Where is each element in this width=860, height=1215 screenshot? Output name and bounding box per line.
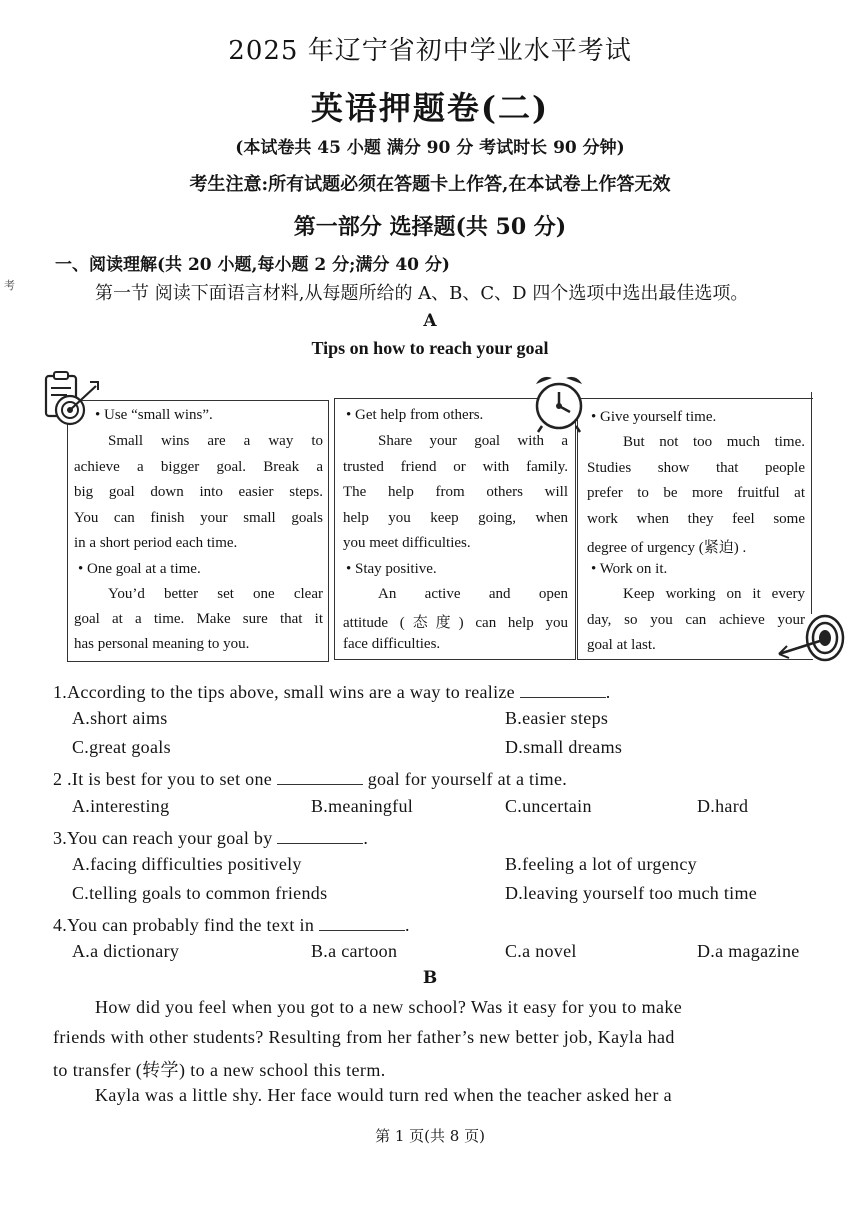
answer-blank: [520, 679, 606, 698]
box2-line: • Get help from others.: [346, 407, 484, 423]
option: D.leaving yourself too much time: [505, 883, 758, 903]
answer-blank: [319, 912, 405, 931]
box2-line: An active and open: [378, 586, 568, 602]
option: C.a novel: [505, 941, 577, 961]
section-instruction: 第一节 阅读下面语言材料,从每题所给的 A、B、C、D 四个选项中选出最佳选项。: [95, 283, 749, 304]
notice: 考生注意:所有试题必须在答题卡上作答,在本试卷上作答无效: [189, 174, 671, 195]
option: C.great goals: [72, 737, 171, 757]
box2-line: help you keep going, when: [343, 510, 568, 526]
box1-line: has personal meaning to you.: [74, 636, 250, 652]
box2-line: The help from others will: [343, 484, 568, 500]
target-arrow-icon: [775, 608, 847, 668]
box2-line: face difficulties.: [343, 636, 441, 652]
option: D.hard: [697, 796, 749, 816]
margin-mark: 考: [4, 279, 15, 292]
box1-line: • Use “small wins”.: [95, 407, 213, 423]
page-footer: 第 1 页(共 8 页): [375, 1127, 485, 1145]
box3-right-border: [811, 392, 812, 614]
question-stem: 4.You can probably find the text in .: [53, 912, 410, 936]
option: A.short aims: [72, 708, 168, 728]
box2-line: trusted friend or with family.: [343, 459, 568, 475]
passage-a-label: A: [423, 311, 437, 331]
answer-blank: [277, 825, 363, 844]
box3-line: degree of urgency (紧迫) .: [587, 540, 747, 556]
option: B.meaningful: [311, 796, 414, 816]
box2-line: you meet difficulties.: [343, 535, 471, 551]
option: D.small dreams: [505, 737, 623, 757]
option: C.telling goals to common friends: [72, 883, 328, 903]
box3-line: • Give yourself time.: [591, 409, 717, 425]
option: B.feeling a lot of urgency: [505, 854, 697, 874]
box1-line: in a short period each time.: [74, 535, 238, 551]
option: A.a dictionary: [72, 941, 180, 961]
box3-line: day, so you can achieve your: [587, 612, 805, 628]
part-title: 第一部分 选择题(共 50 分): [293, 214, 567, 240]
box2-line: • Stay positive.: [346, 561, 437, 577]
box1-line: • One goal at a time.: [78, 561, 201, 577]
passage-b-line: to transfer (转学) to a new school this term.: [53, 1060, 386, 1080]
box3-line: Keep working on it every: [623, 586, 805, 602]
box1-line: Small wins are a way to: [108, 433, 323, 449]
box1-line: You’d better set one clear: [108, 586, 323, 602]
clipboard-target-icon: [38, 368, 104, 434]
box3-line: But not too much time.: [623, 434, 805, 450]
box1-line: You can finish your small goals: [74, 510, 323, 526]
option: A.facing difficulties positively: [72, 854, 302, 874]
option: C.uncertain: [505, 796, 592, 816]
paper-info: (本试卷共 45 小题 满分 90 分 考试时长 90 分钟): [235, 138, 625, 158]
answer-blank: [277, 766, 363, 785]
paper-name: 英语押题卷(二): [310, 89, 550, 127]
box1-line: goal at a time. Make sure that it: [74, 611, 323, 627]
box3-line: goal at last.: [587, 637, 656, 653]
passage-b-line: friends with other students? Resulting from her father’s new better job, Kayla had: [53, 1027, 675, 1047]
option: B.a cartoon: [311, 941, 398, 961]
box2-line: Share your goal with a: [378, 433, 568, 449]
exam-title: 2025 年辽宁省初中学业水平考试: [228, 36, 632, 66]
box3-line: Studies show that people: [587, 460, 805, 476]
section-title: 一、阅读理解(共 20 小题,每小题 2 分;满分 40 分): [55, 255, 450, 275]
passage-a-title: Tips on how to reach your goal: [311, 338, 549, 358]
box2-line: attitude (态度) can help you: [343, 615, 568, 631]
box3-line: work when they feel some: [587, 511, 805, 527]
box1-line: achieve a bigger goal. Break a: [74, 459, 323, 475]
passage-b-line: Kayla was a little shy. Her face would turn red when the teacher asked her a: [95, 1085, 673, 1105]
question-stem: 1.According to the tips above, small wins are a way to realize .: [53, 679, 611, 703]
box3-line: prefer to be more fruitful at: [587, 485, 805, 501]
box3-line: • Work on it.: [591, 561, 668, 577]
passage-b-line: How did you feel when you got to a new school? Was it easy for you to make: [95, 997, 683, 1017]
question-stem: 2 .It is best for you to set one goal for yourself at a time.: [53, 766, 567, 790]
box1-line: big goal down into easier steps.: [74, 484, 323, 500]
question-stem: 3.You can reach your goal by .: [53, 825, 368, 849]
alarm-clock-icon: [526, 368, 592, 434]
option: D.a magazine: [697, 941, 800, 961]
option: B.easier steps: [505, 708, 609, 728]
passage-b-label: B: [422, 968, 438, 988]
option: A.interesting: [72, 796, 170, 816]
